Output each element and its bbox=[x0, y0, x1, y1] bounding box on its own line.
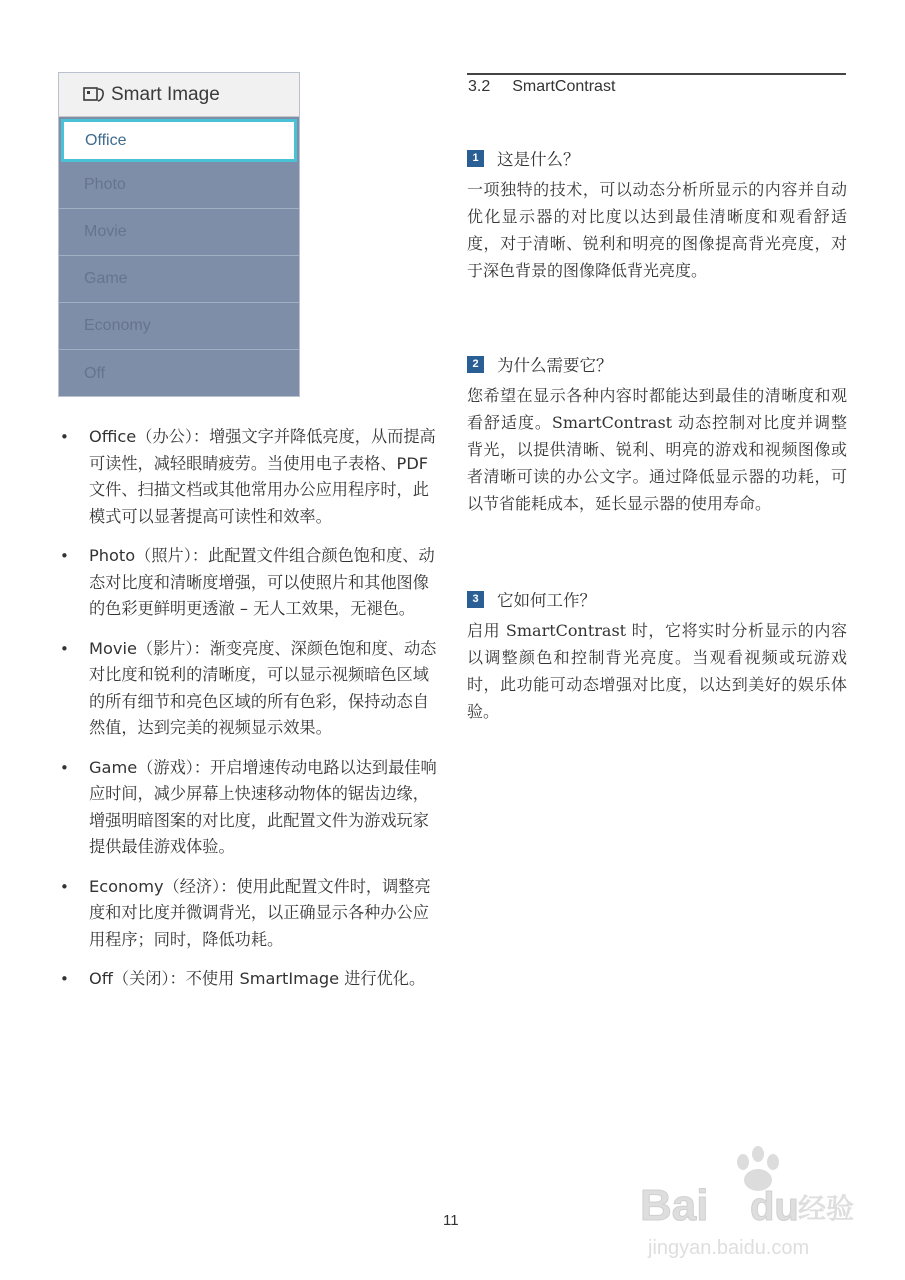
list-item-text: Off（关闭）：不使用 SmartImage 进行优化。 bbox=[89, 969, 426, 988]
question-body-3: 启用 SmartContrast 时，它将实时分析显示的内容以调整颜色和控制背光亮度。当观看视频或玩游戏时，此功能可动态增强对比度，以达到美好的娱乐体验。 bbox=[467, 621, 847, 721]
section-number: 3.2 bbox=[468, 78, 491, 95]
number-badge: 2 bbox=[467, 356, 484, 373]
menu-item-photo: Photo bbox=[59, 162, 299, 209]
question-title: 这是什么？ bbox=[497, 150, 580, 169]
menu-item-movie: Movie bbox=[59, 209, 299, 256]
list-item-text: Economy（经济）：使用此配置文件时，调整亮度和对比度并微调背光，以正确显示各种办公应用程序；同时，降低功耗。 bbox=[89, 876, 431, 949]
list-item-text: Photo（照片）：此配置文件组合颜色饱和度、动态对比度和清晰度增强，可以使照片和其他图像的色彩更鲜明更透澈 – 无人工效果，无褪色。 bbox=[89, 546, 435, 618]
list-item-text: Office（办公）：增强文字并降低亮度，从而提高可读性，减轻眼睛疲劳。当使用电子表格、PDF 文件、扫描文档或其他常用办公应用程序时，此模式可以显著提高可读性和效率。 bbox=[89, 427, 436, 526]
section-title: SmartContrast bbox=[512, 78, 616, 95]
list-item bbox=[60, 424, 440, 530]
number-badge: 3 bbox=[467, 591, 484, 608]
section-heading bbox=[468, 78, 615, 96]
smart-image-icon bbox=[83, 86, 105, 104]
svg-text:Bai: Bai bbox=[640, 1181, 709, 1230]
menu-item-office: Office bbox=[61, 119, 297, 162]
number-badge: 1 bbox=[467, 150, 484, 167]
menu-item-off: Off bbox=[84, 364, 106, 382]
question-heading-1 bbox=[467, 146, 580, 170]
smart-image-title: Smart Image bbox=[111, 83, 220, 105]
question-title: 它如何工作？ bbox=[497, 591, 596, 610]
bullet-icon: • bbox=[60, 547, 69, 565]
page-number: 11 bbox=[443, 1212, 459, 1229]
list-item bbox=[60, 966, 440, 993]
list-item-text: Game（游戏）：开启增速传动电路以达到最佳响应时间，减少屏幕上快速移动物体的锯齿边缘，增强明暗图案的对比度，此配置文件为游戏玩家提供最佳游戏体验。 bbox=[89, 757, 437, 856]
menu-item-game: Game bbox=[59, 256, 299, 303]
section-rule bbox=[467, 73, 846, 75]
question-heading-3 bbox=[467, 587, 596, 611]
svg-text:经验: 经验 bbox=[798, 1192, 855, 1225]
menu-item-economy: Economy bbox=[59, 303, 299, 350]
question-body-1: 一项独特的技术，可以动态分析所显示的内容并自动优化显示器的对比度以达到最佳清晰度和观看舒适度，对于清晰、锐利和明亮的图像提高背光亮度，对于深色背景的图像降低背光亮度。 bbox=[467, 180, 847, 280]
baidu-jingyan-watermark bbox=[638, 1140, 868, 1270]
bullet-icon: • bbox=[60, 877, 69, 896]
svg-text:du: du bbox=[750, 1185, 799, 1229]
list-item-text: Movie（影片）：渐变亮度、深颜色饱和度、动态对比度和锐利的清晰度，可以显示视频暗色区域的所有细节和亮色区域的所有色彩，保持动态自然值，达到完美的视频显示效果。 bbox=[89, 638, 437, 737]
bullet-icon: • bbox=[60, 758, 69, 777]
list-item bbox=[60, 636, 440, 742]
bullet-icon: • bbox=[60, 428, 69, 446]
bullet-icon: • bbox=[60, 639, 69, 658]
smart-image-header bbox=[59, 73, 299, 117]
mode-description-list bbox=[60, 424, 440, 1006]
bullet-icon: • bbox=[60, 970, 69, 988]
list-item bbox=[60, 874, 440, 954]
question-title: 为什么需要它？ bbox=[497, 356, 613, 375]
smart-image-menu bbox=[58, 72, 300, 397]
list-item bbox=[60, 755, 440, 861]
question-heading-2 bbox=[467, 352, 613, 376]
svg-text:jingyan.baidu.com: jingyan.baidu.com bbox=[648, 1237, 810, 1259]
list-item bbox=[60, 543, 440, 623]
question-body-2: 您希望在显示各种内容时都能达到最佳的清晰度和观看舒适度。SmartContrast 动态控制对比度并调整背光，以提供清晰、锐利、明亮的游戏和视频图像或者清晰可读的办公文字。通过降低显示器的功耗，可以节省能耗成本，延长显示器的使用寿命。 bbox=[467, 386, 847, 513]
